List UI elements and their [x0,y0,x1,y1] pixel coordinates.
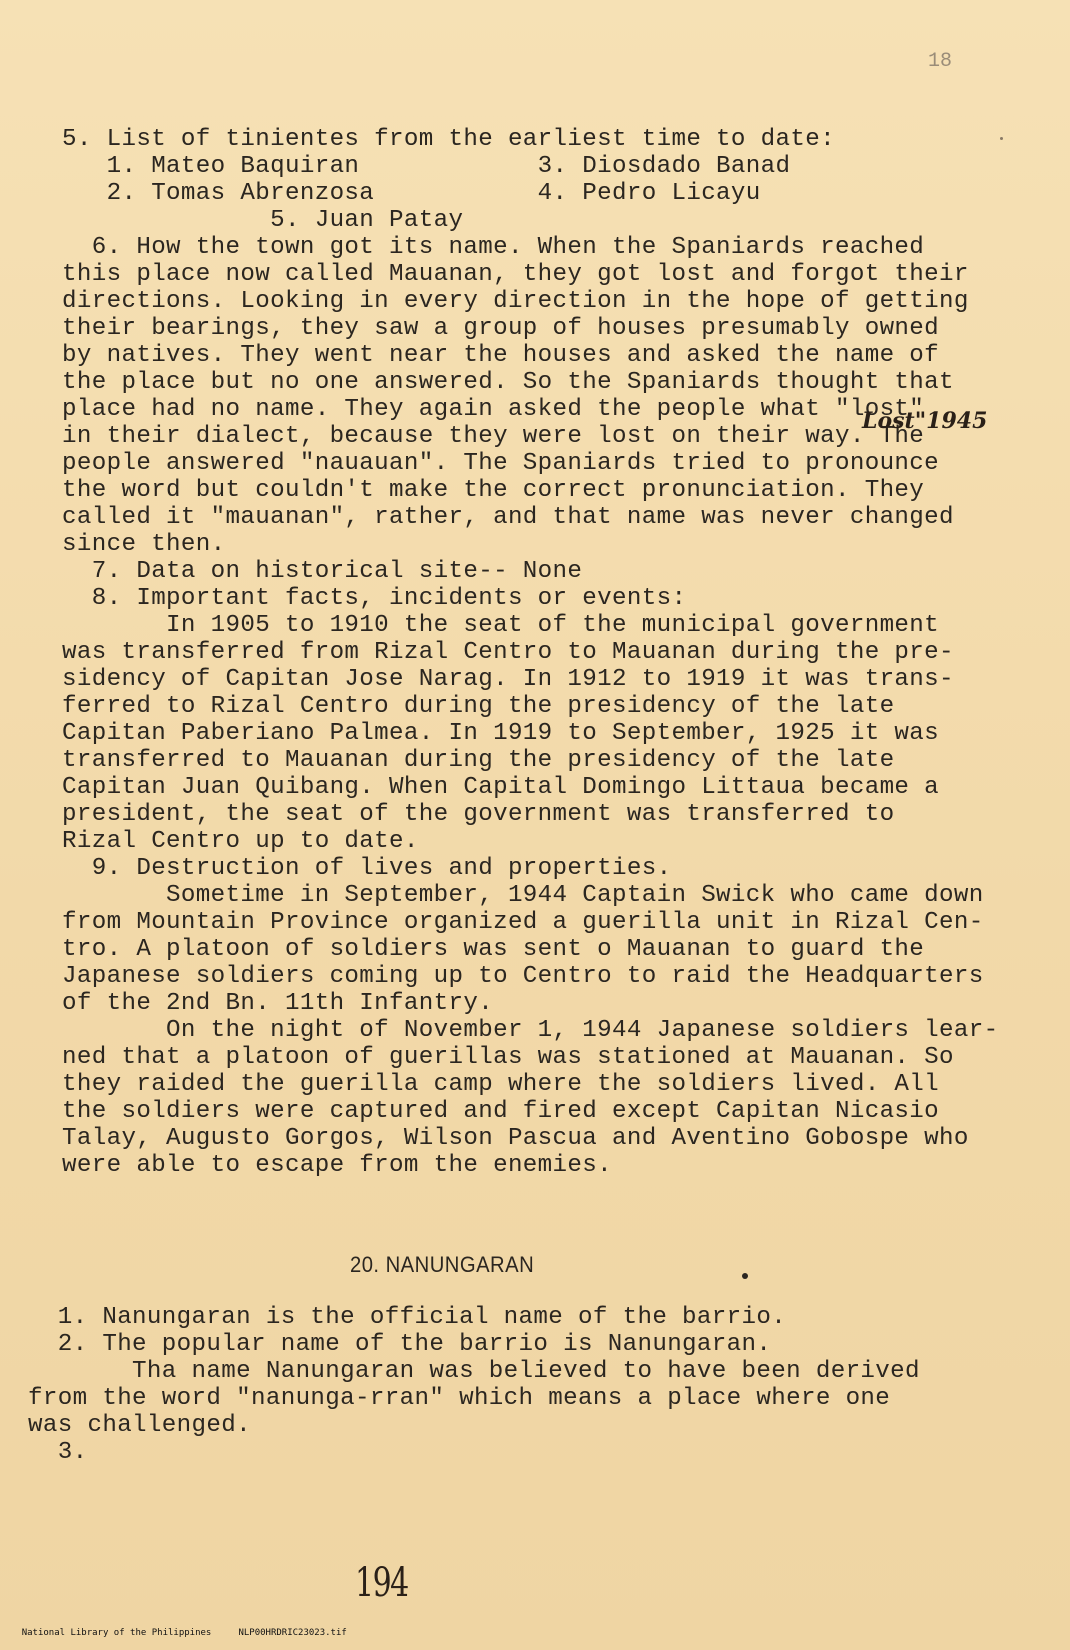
text-line: 5. Juan Patay [62,207,464,234]
text-line: ferred to Rizal Centro during the presidency of the late [62,693,895,720]
text-line: Capitan Paberiano Palmea. In 1919 to September, 1925 it was [62,720,940,747]
text-line: place had no name. They again asked the people what "lost" [62,396,925,423]
text-line: from the word "nanunga-rran" which means a place where one [28,1385,891,1412]
text-line: the word but couldn't make the correct pronunciation. They [62,477,925,504]
text-line: was challenged. [28,1412,251,1439]
text-line: Talay, Augusto Gorgos, Wilson Pascua and Aventino Gobospe who [62,1125,969,1152]
footer-file-id: NLP00HRDRIC23023.tif [238,1628,347,1638]
text-line: ned that a platoon of guerillas was stationed at Mauanan. So [62,1044,954,1071]
text-line: 1. Nanungaran is the official name of the barrio. [28,1304,787,1331]
text-line: 2. The popular name of the barrio is Nanungaran. [28,1331,772,1358]
text-line: president, the seat of the government was transferred to [62,801,895,828]
text-line: Sometime in September, 1944 Captain Swick who came down [62,882,984,909]
text-line: 6. How the town got its name. When the Spaniards reached [62,234,925,261]
text-line: Rizal Centro up to date. [62,828,419,855]
text-line: called it "mauanan", rather, and that name was never changed [62,504,954,531]
text-line: Tha name Nanungaran was believed to have been derived [28,1358,920,1385]
handwritten-correction: Lost"1945 [862,408,988,434]
text-line: tro. A platoon of soldiers was sent o Mauanan to guard the [62,936,925,963]
section-text-block [28,1304,920,1466]
text-line: 8. Important facts, incidents or events: [62,585,687,612]
text-line: this place now called Mauanan, they got lost and forgot their [62,261,969,288]
text-line: by natives. They went near the houses and asked the name of [62,342,940,369]
text-line: in their dialect, because they were lost on their way. The [62,423,925,450]
text-line: On the night of November 1, 1944 Japanese soldiers lear- [62,1017,999,1044]
text-line: from Mountain Province organized a guerilla unit in Rizal Cen- [62,909,984,936]
text-line: 3. [28,1439,88,1466]
text-line: 9. Destruction of lives and properties. [62,855,672,882]
text-line: directions. Looking in every direction in the hope of getting [62,288,969,315]
text-line: people answered "nauauan". The Spaniards tried to pronounce [62,450,940,477]
ink-dot [742,1273,748,1279]
text-line: their bearings, they saw a group of houses presumably owned [62,315,940,342]
text-line: sidency of Capitan Jose Narag. In 1912 to 1919 it was trans- [62,666,954,693]
text-line: the soldiers were captured and fired except Capitan Nicasio [62,1098,940,1125]
footer-library: National Library of the Philippines [21,1628,212,1638]
text-line: 5. List of tinientes from the earliest time to date: [62,126,835,153]
text-line: 2. Tomas Abrenzosa 4. Pedro Licayu [62,180,761,207]
text-line: In 1905 to 1910 the seat of the municipal government [62,612,940,639]
text-line: Capitan Juan Quibang. When Capital Domingo Littaua became a [62,774,940,801]
archive-footer [0,1618,1070,1648]
handwritten-page-number: 194 [355,1560,408,1606]
text-line: Japanese soldiers coming up to Centro to raid the Headquarters [62,963,984,990]
typed-text-block [62,126,999,1179]
page-number: 18 [927,50,952,73]
text-line: was transferred from Rizal Centro to Mauanan during the pre- [62,639,954,666]
text-line: transferred to Mauanan during the presidency of the late [62,747,895,774]
text-line: 7. Data on historical site-- None [62,558,583,585]
text-line: they raided the guerilla camp where the soldiers lived. All [62,1071,940,1098]
text-line: 1. Mateo Baquiran 3. Diosdado Banad [62,153,791,180]
ink-dot [1000,137,1003,140]
text-line: were able to escape from the enemies. [62,1152,612,1179]
text-line: the place but no one answered. So the Spaniards thought that [62,369,954,396]
text-line: of the 2nd Bn. 11th Infantry. [62,990,494,1017]
text-line: since then. [62,531,226,558]
section-heading: 20. NANUNGARAN [350,1252,535,1277]
